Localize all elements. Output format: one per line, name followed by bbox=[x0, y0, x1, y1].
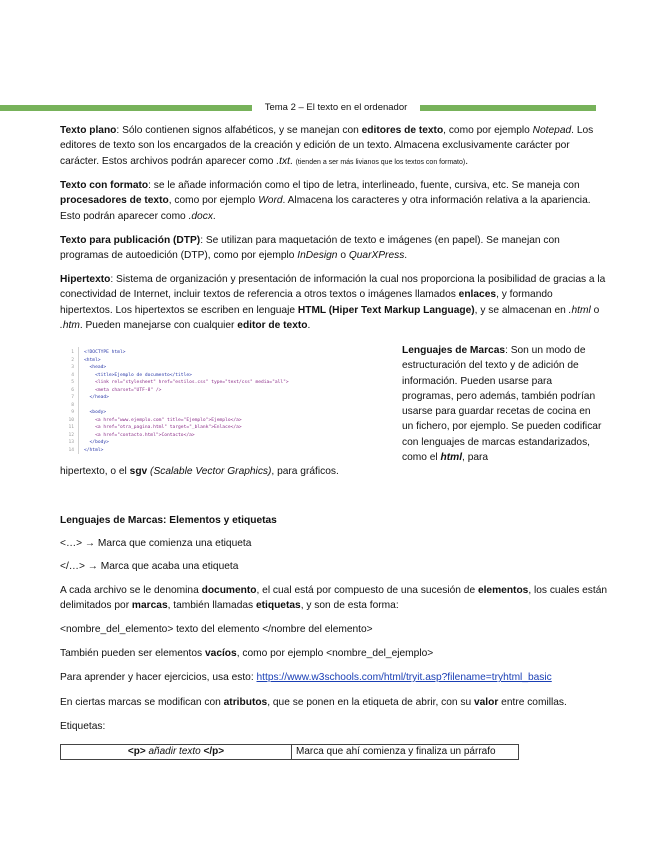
tag-cell bbox=[61, 745, 292, 760]
dtp-t1: : Se utilizan para maquetación de texto e imágenes (en papel). Se manejan con programas de autoedición (DTP), como por ejemplo bbox=[60, 235, 560, 262]
practice-text: Para aprender y hacer ejercicios, usa esto: bbox=[60, 672, 257, 683]
hypertext-b3: editor de texto bbox=[237, 319, 308, 331]
code-line-number: 4 bbox=[71, 372, 74, 378]
attrs-b1: atributos bbox=[223, 697, 268, 708]
empty-elements-line bbox=[60, 646, 608, 661]
hypertext-t3: , y se almacenan en bbox=[474, 304, 569, 316]
formatted-text-t2: , como por ejemplo bbox=[168, 195, 259, 207]
tags-table bbox=[60, 744, 519, 760]
code-line: <a href="contacto.html">Contacto</a> bbox=[84, 432, 195, 438]
code-line-number: 5 bbox=[71, 380, 74, 385]
document-t2: , el cual está por compuesto de una sucesión de bbox=[256, 585, 478, 596]
code-line: <!DOCTYPE html> bbox=[84, 350, 126, 355]
plain-text-t5: . bbox=[465, 155, 469, 167]
markup-cont1: hipertexto, o el bbox=[60, 466, 130, 477]
dtp-i1: InDesign bbox=[297, 250, 338, 262]
formatted-text-t3: . Almacena los caracteres y otra información relativa a la apariencia. Esto podrán aparecer como bbox=[60, 195, 591, 222]
tags-label: Etiquetas: bbox=[60, 721, 106, 732]
tag-description-cell: Marca que ahí comienza y finaliza un párrafo bbox=[292, 745, 519, 760]
code-line: <html> bbox=[84, 357, 101, 363]
page-header bbox=[0, 101, 655, 115]
open-mark-line: <…> → Marca que comienza una etiqueta bbox=[60, 538, 252, 549]
code-line-number: 8 bbox=[71, 402, 74, 408]
document-b1: documento bbox=[201, 585, 257, 596]
tag-close: </p> bbox=[203, 746, 225, 757]
code-line-number: 6 bbox=[71, 387, 74, 393]
document-t4: , también llamadas bbox=[167, 600, 256, 612]
formatted-text-i1: Word bbox=[258, 195, 283, 207]
code-line-number: 12 bbox=[68, 432, 74, 438]
table-row bbox=[61, 745, 519, 760]
formatted-text-paragraph bbox=[60, 178, 608, 224]
plain-text-t2: , como por ejemplo bbox=[443, 125, 533, 136]
plain-text-t1: : Sólo contienen signos alfabéticos, y se manejan con bbox=[116, 125, 362, 136]
code-line: </body> bbox=[84, 440, 109, 445]
markup-continuation bbox=[60, 464, 608, 479]
hypertext-paragraph bbox=[60, 272, 608, 333]
plain-text-b1: editores de texto bbox=[361, 125, 444, 136]
w3schools-link[interactable]: https://www.w3schools.com/html/tryit.asp?filename=tryhtml_basic bbox=[256, 672, 552, 683]
header-bar-right bbox=[420, 105, 596, 111]
hypertext-i2: .htm bbox=[60, 319, 80, 331]
empty-b1: vacíos bbox=[204, 648, 237, 659]
plain-text-note: (tienden a ser más livianos que los textos con formato) bbox=[295, 158, 466, 166]
markup-sgv: sgv bbox=[129, 466, 148, 477]
dtp-term: Texto para publicación (DTP) bbox=[60, 235, 201, 246]
document-b2: elementos bbox=[477, 585, 529, 596]
attrs-t1: En ciertas marcas se modifican con bbox=[60, 697, 224, 708]
code-line-number: 1 bbox=[71, 350, 74, 355]
header-title: Tema 2 – El texto en el ordenador bbox=[264, 102, 408, 113]
plain-text-paragraph bbox=[60, 123, 608, 170]
hypertext-term: Hipertexto bbox=[60, 274, 111, 285]
code-line-number: 10 bbox=[68, 417, 74, 423]
formatted-text-i2: .docx bbox=[188, 210, 213, 222]
dtp-t3: . bbox=[404, 250, 408, 262]
elements-heading bbox=[60, 513, 608, 528]
markup-languages-paragraph bbox=[402, 343, 602, 465]
formatted-text-b1: procesadores de texto bbox=[60, 195, 169, 207]
code-line: </html> bbox=[84, 447, 104, 453]
plain-text-t4: . bbox=[289, 155, 296, 167]
code-line: <title>Ejemplo de documento</title> bbox=[84, 372, 192, 378]
attrs-t3: entre comillas. bbox=[498, 697, 567, 708]
code-gutter bbox=[78, 347, 79, 454]
dtp-paragraph bbox=[60, 233, 608, 264]
html-code-screenshot bbox=[60, 347, 396, 454]
document-paragraph bbox=[60, 583, 608, 614]
header-bar-left bbox=[0, 105, 252, 111]
code-line: <a href="www.ejemplo.com" title="Ejemplo">Ejemplo</a> bbox=[84, 417, 242, 423]
code-line: <head> bbox=[84, 365, 107, 370]
code-line: <meta charset="UTF-8" /> bbox=[84, 387, 162, 393]
code-line: <a href="otra_pagina.html" target="_blank">Enlace</a> bbox=[84, 425, 242, 430]
empty-t2: , como por ejemplo <nombre_del_ejemplo> bbox=[236, 648, 434, 659]
formatted-text-term: Texto con formato bbox=[60, 180, 149, 191]
formatted-text-t1: : se le añade información como el tipo de letra, interlineado, fuente, cursiva, etc. Se maneja con bbox=[148, 180, 580, 191]
close-mark-line: </…> → Marca que acaba una etiqueta bbox=[60, 561, 239, 572]
code-line-number: 2 bbox=[71, 357, 74, 363]
attrs-b2: valor bbox=[473, 697, 499, 708]
practice-line bbox=[60, 670, 608, 685]
document-t3: , los cuales están delimitados por bbox=[60, 585, 608, 612]
dtp-t2: o bbox=[337, 250, 349, 262]
markup-cont2: , para gráficos. bbox=[271, 466, 339, 477]
markup-t2: , para bbox=[462, 452, 489, 464]
document-t1: A cada archivo se le denomina bbox=[60, 585, 202, 596]
markup-term: Lenguajes de Marcas bbox=[402, 345, 506, 356]
plain-text-i2: .txt bbox=[276, 155, 290, 167]
document-t5: , y son de esta forma: bbox=[300, 600, 399, 612]
hypertext-t4: o bbox=[590, 304, 600, 316]
markup-html: html bbox=[440, 452, 463, 464]
empty-t1: También pueden ser elementos bbox=[60, 648, 205, 659]
document-b4: etiquetas bbox=[255, 600, 301, 612]
hypertext-i1: .html bbox=[568, 304, 591, 316]
code-line: <link rel="stylesheet" href="estilos.css" type="text/css" media="all"> bbox=[84, 380, 289, 385]
code-line: <body> bbox=[84, 410, 107, 415]
code-line-number: 7 bbox=[71, 395, 74, 400]
dtp-i2: QuarXPress bbox=[348, 250, 405, 262]
code-line: </head> bbox=[84, 395, 109, 400]
hypertext-b2: HTML (Hiper Text Markup Language) bbox=[297, 304, 475, 316]
hypertext-t5: . Pueden manejarse con cualquier bbox=[79, 319, 238, 331]
hypertext-t2: , y formando hipertextos. Los hipertextos se escriben en lenguaje bbox=[60, 289, 553, 316]
code-line-number: 9 bbox=[71, 410, 74, 415]
code-line-number: 14 bbox=[68, 447, 74, 453]
tag-middle: añadir texto bbox=[145, 746, 204, 757]
plain-text-t3: . Los editores de texto son los encargados de la creación y edición de un texto. Almacena exclusivamente carácter por carácter. Estos archivos podrán aparecer como bbox=[60, 125, 594, 167]
code-line-number: 11 bbox=[68, 425, 74, 430]
hypertext-t1: : Sistema de organización y presentación de información la cual nos proporciona la posibilidad de gracias a la conectividad de Internet, incluir textos de referencia a otros textos o imágenes llamados bbox=[60, 274, 606, 301]
form-example-line: <nombre_del_elemento> texto del elemento </nombre del elemento> bbox=[60, 624, 373, 635]
plain-text-term: Texto plano bbox=[60, 125, 117, 136]
attrs-t2: , que se ponen en la etiqueta de abrir, con su bbox=[267, 697, 474, 708]
code-line-number: 13 bbox=[68, 440, 74, 445]
markup-svg-full: (Scalable Vector Graphics) bbox=[147, 466, 272, 477]
tag-open: <p> bbox=[127, 746, 146, 757]
formatted-text-t4: . bbox=[212, 210, 216, 222]
elements-heading-text: Lenguajes de Marcas: Elementos y etiquetas bbox=[60, 515, 277, 526]
document-b3: marcas bbox=[131, 600, 168, 612]
code-line-number: 3 bbox=[71, 365, 74, 370]
plain-text-i1: Notepad bbox=[532, 125, 572, 136]
attributes-line bbox=[60, 695, 608, 710]
hypertext-t6: . bbox=[307, 319, 311, 331]
hypertext-b1: enlaces bbox=[458, 289, 497, 301]
markup-t1: : Son un modo de estructuración del texto y de adición de información. Pueden usarse para programas, pero además, también podrían usarse para guardar recetas de cocina en un fichero, por ejemplo. Se pueden codificar con lenguajes de marcas estandarizados, como el bbox=[402, 345, 602, 464]
